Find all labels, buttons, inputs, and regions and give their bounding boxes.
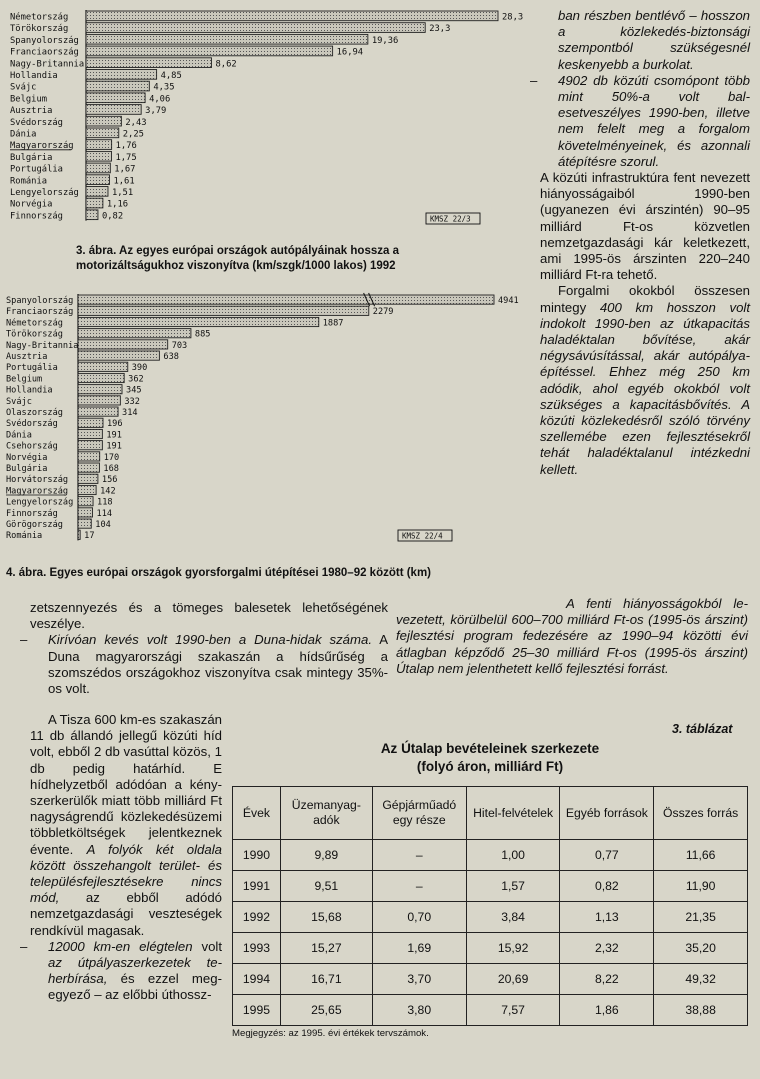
value-label: 23,3 bbox=[429, 24, 451, 35]
bar bbox=[78, 508, 93, 517]
table-cell: 21,35 bbox=[654, 902, 748, 933]
left-p1: zetszennyezés és a tömeges balesetek lehetőségének veszélye. bbox=[30, 600, 388, 632]
category-label: Spanyolország bbox=[10, 35, 79, 46]
category-label: Ausztria bbox=[6, 352, 48, 362]
bar bbox=[78, 351, 159, 360]
value-label: 142 bbox=[100, 486, 116, 497]
table-header: Hitel-felvételek bbox=[466, 787, 560, 840]
chart-code-box bbox=[426, 213, 480, 224]
left-column-top bbox=[20, 600, 388, 697]
bar bbox=[86, 140, 112, 150]
table-row bbox=[233, 933, 748, 964]
table-cell: 1,00 bbox=[466, 840, 560, 871]
category-label: Norvégia bbox=[10, 199, 53, 210]
chart-4 bbox=[0, 288, 530, 550]
value-label: 191 bbox=[106, 441, 122, 452]
category-label: Norvégia bbox=[6, 452, 48, 463]
right-p4 bbox=[540, 283, 750, 477]
table-cell: 1,86 bbox=[560, 995, 654, 1026]
table-cell: 1994 bbox=[233, 964, 281, 995]
table-cell: 1993 bbox=[233, 933, 281, 964]
category-label: Románia bbox=[10, 176, 48, 187]
category-label: Horvátország bbox=[6, 475, 69, 486]
value-label: 1,67 bbox=[114, 164, 136, 175]
bar bbox=[86, 151, 111, 161]
bar bbox=[86, 58, 211, 68]
category-label: Svédország bbox=[10, 117, 63, 128]
category-label: Görögország bbox=[6, 520, 63, 530]
value-label: 1,61 bbox=[113, 176, 135, 187]
table-cell: 49,32 bbox=[654, 964, 748, 995]
table-header: Évek bbox=[233, 787, 281, 840]
category-label: Ausztria bbox=[10, 106, 53, 117]
table-cell: – bbox=[372, 871, 466, 902]
category-label: Portugália bbox=[10, 164, 63, 175]
figure-4-caption: 4. ábra. Egyes európai országok gyorsforgalmi útépítései 1980–92 között (km) bbox=[6, 567, 432, 579]
left-p3 bbox=[30, 712, 222, 939]
category-label: Portugália bbox=[6, 363, 58, 374]
value-label: 703 bbox=[171, 340, 188, 351]
bar bbox=[78, 441, 102, 450]
chart-code: KMSZ 22/4 bbox=[402, 531, 443, 541]
table-cell: 1,69 bbox=[372, 933, 466, 964]
table-row bbox=[233, 871, 748, 902]
table-body bbox=[233, 840, 748, 1026]
table-row bbox=[233, 902, 748, 933]
value-label: 114 bbox=[96, 508, 113, 519]
table-title-line2: (folyó áron, milliárd Ft) bbox=[416, 759, 564, 774]
value-label: 4,85 bbox=[160, 71, 182, 81]
value-label: 345 bbox=[126, 385, 142, 396]
bar bbox=[86, 81, 149, 91]
table-cell: 38,88 bbox=[654, 995, 748, 1026]
category-label: Lengyelország bbox=[6, 497, 74, 508]
value-label: 1,76 bbox=[115, 141, 137, 152]
table-cell: 1990 bbox=[233, 840, 281, 871]
value-label: 168 bbox=[103, 464, 119, 474]
right-p2-text: 4902 db közúti csomópont több mint 50%-a volt balesetveszélyes 1990-ben, illetve nem felelt meg a forgalom követelményeinek, és azonnali átépítésre szorul. bbox=[558, 72, 750, 169]
bar bbox=[78, 362, 128, 371]
right-p3: A közúti infrastruktúra fent nevezett hiányosságaiból 1990-ben (ugyanezen évi árszintén) 90–95 milliárd Ft-os közvetlen nemzetgazdasági kár keletkezett, ami 1995-ös árszinten 220–240 milliárd Ft-ra tehető. bbox=[540, 170, 750, 283]
right-p2 bbox=[530, 72, 750, 170]
category-label: Franciaország bbox=[6, 307, 74, 318]
table-cell: 16,71 bbox=[280, 964, 372, 995]
left-p4 bbox=[20, 938, 223, 1004]
right-p5: A fenti hiányosságokból levezetett, körülbelül 600–700 milliárd Ft-os (1995-ös árszint) fejlesztési program fedezésére az 1990–94 közötti évi átlagban képződő 25–30 milliárd Ft-os (1995-ös árszint) Útalap nem jelenthetett kellő fejlesztési forrást. bbox=[396, 596, 748, 676]
bar bbox=[78, 519, 91, 528]
bar bbox=[78, 418, 103, 427]
left-p3-a: A Tisza 600 km-es szakaszán 11 db állandó jellegű közúti híd volt, ebből 2 db vasúttal közös, 1 db pedig határhíd. E hídhelyzetből adódóan a kényszerkerülők miatt több milliárd Ft nagyságrendű közlekedésüzemi többletköltségek jelentkeznek évente. bbox=[30, 712, 222, 857]
left-p4-b: volt bbox=[192, 938, 223, 954]
table-cell: 7,57 bbox=[466, 995, 560, 1026]
bar bbox=[86, 34, 368, 44]
category-label: Bulgária bbox=[10, 152, 53, 163]
bar bbox=[78, 429, 102, 438]
chart-3 bbox=[0, 0, 530, 232]
left-p4-c: az útpályaszerkezetek teherbírása, bbox=[48, 955, 222, 987]
bar bbox=[78, 407, 118, 416]
right-column bbox=[530, 8, 750, 478]
bar bbox=[86, 116, 121, 126]
bar bbox=[86, 93, 145, 103]
figure-3-caption-line2: motorizáltságukhoz viszonyítva (km/szgk/1000 lakos) 1992 bbox=[76, 260, 396, 272]
table-cell: 15,68 bbox=[280, 902, 372, 933]
value-label: 1,16 bbox=[106, 199, 129, 210]
category-label: Lengyelország bbox=[10, 188, 79, 198]
table-cell: 15,27 bbox=[280, 933, 372, 964]
bar bbox=[86, 11, 498, 21]
table-cell: 20,69 bbox=[466, 964, 560, 995]
bar bbox=[78, 396, 120, 405]
bar bbox=[86, 23, 425, 33]
table-label: 3. táblázat bbox=[672, 722, 733, 736]
utalap-table bbox=[232, 786, 748, 1026]
value-label: 2,25 bbox=[122, 129, 144, 140]
bar bbox=[78, 340, 168, 349]
value-label: 362 bbox=[128, 374, 144, 385]
table-cell: 1992 bbox=[233, 902, 281, 933]
category-label: Törökország bbox=[10, 24, 69, 35]
table-cell: 0,77 bbox=[560, 840, 654, 871]
value-label: 638 bbox=[163, 352, 179, 362]
bar bbox=[78, 306, 369, 315]
value-label: 885 bbox=[194, 329, 211, 340]
left-p4-d: és ezzel megegyező – az előbbi úthossz- bbox=[48, 971, 222, 1003]
dash: – bbox=[530, 72, 538, 88]
table-title bbox=[232, 740, 748, 776]
table-cell: 9,89 bbox=[280, 840, 372, 871]
table-cell: 9,51 bbox=[280, 871, 372, 902]
table-cell: 1,57 bbox=[466, 871, 560, 902]
bar bbox=[78, 317, 319, 326]
value-label: 0,82 bbox=[101, 211, 124, 222]
category-label: Belgium bbox=[10, 94, 48, 105]
chart-code-box bbox=[398, 530, 452, 541]
chart-3-svg bbox=[0, 0, 530, 232]
bar bbox=[86, 198, 103, 208]
table-wrap bbox=[232, 786, 748, 1026]
chart-4-svg bbox=[0, 288, 530, 550]
left-p3-c: az ebből adódó nemzetgazdasági veszteségek rendkívül magasak. bbox=[30, 890, 222, 938]
table-cell: 3,70 bbox=[372, 964, 466, 995]
value-label: 8,62 bbox=[215, 59, 237, 70]
left-p4-a: 12000 km-en elégtelen bbox=[48, 938, 193, 954]
table-title-line1: Az Útalap bevételeinek szerkezete bbox=[380, 741, 600, 756]
bar bbox=[78, 295, 494, 304]
category-label: Belgium bbox=[6, 374, 43, 385]
right-p1 bbox=[540, 8, 750, 73]
left-p2-a: Kirívóan kevés volt 1990-ben a Duna-hidak száma. bbox=[48, 632, 372, 648]
table-header: Gépjárműadó egy része bbox=[372, 787, 466, 840]
bar bbox=[78, 497, 93, 506]
table-cell: 3,80 bbox=[372, 995, 466, 1026]
value-label: 19,36 bbox=[371, 35, 399, 46]
table-header: Üzemanyag-adók bbox=[280, 787, 372, 840]
table-cell: 35,20 bbox=[654, 933, 748, 964]
table-cell: 1991 bbox=[233, 871, 281, 902]
value-label: 2,43 bbox=[125, 117, 147, 128]
left-p2 bbox=[20, 632, 388, 697]
table-cell: 25,65 bbox=[280, 995, 372, 1026]
bar bbox=[86, 46, 333, 56]
dash: – bbox=[20, 632, 28, 648]
table-header: Egyéb források bbox=[560, 787, 654, 840]
right-p4-b: 400 km hosszon volt indokolt 1990-ben az útkapacitás haladéktalan bővítése, akár négysávúsítással, akár autópálya-építéssel. Ehhez még 250 km adódik, ahol egyéb okokból volt szükséges a kapacitásbővítés. A közúti közlekedésről szóló törvény szellemébe ezen fejlesztésekről tehát haladéktalanul intézkedni kellett. bbox=[540, 299, 750, 477]
value-label: 16,94 bbox=[336, 47, 364, 58]
table-row bbox=[233, 995, 748, 1026]
category-label: Hollandia bbox=[6, 385, 53, 396]
category-label: Svédország bbox=[6, 419, 58, 430]
category-label: Törökország bbox=[6, 329, 63, 340]
category-label: Nagy-Britannia bbox=[10, 59, 85, 70]
category-label: Finnország bbox=[10, 211, 63, 222]
value-label: 4,35 bbox=[153, 82, 175, 93]
value-label: 4,06 bbox=[149, 94, 171, 105]
category-label: Csehország bbox=[6, 441, 58, 452]
value-label: 314 bbox=[122, 408, 138, 418]
category-label: Franciaország bbox=[10, 47, 79, 58]
table-header: Összes forrás bbox=[654, 787, 748, 840]
bar bbox=[78, 463, 99, 472]
category-label: Bulgária bbox=[6, 464, 48, 474]
dash: – bbox=[20, 938, 28, 954]
left-column-bottom bbox=[20, 712, 223, 1004]
value-label: 4941 bbox=[498, 296, 519, 306]
chart-code: KMSZ 22/3 bbox=[430, 214, 471, 224]
table-header-row bbox=[233, 787, 748, 840]
table-cell: 0,82 bbox=[560, 871, 654, 902]
right-p4-a: Forgalmi okokból összesen mintegy bbox=[540, 283, 750, 315]
table-row bbox=[233, 964, 748, 995]
figure-3-caption-line1: 3. ábra. Az egyes európai országok autópályáinak hossza a bbox=[76, 245, 399, 257]
value-label: 17 bbox=[84, 531, 95, 542]
category-label: Nagy-Britannia bbox=[6, 340, 79, 351]
table-row bbox=[233, 840, 748, 871]
category-label: Olaszország bbox=[6, 408, 63, 418]
value-label: 170 bbox=[103, 452, 120, 463]
bar bbox=[86, 128, 119, 138]
bar bbox=[78, 373, 124, 382]
bar bbox=[78, 329, 191, 338]
bar bbox=[86, 163, 110, 173]
value-label: 196 bbox=[107, 419, 123, 430]
value-label: 390 bbox=[131, 363, 148, 374]
bar bbox=[78, 530, 80, 539]
category-label: Svájc bbox=[6, 396, 32, 407]
table-cell: 11,66 bbox=[654, 840, 748, 871]
right-p1-text: ban részben bentlévő – hosszon a közlekedés-biztonsági szempontból szükségesnél keskenyebb a burkolat. bbox=[558, 8, 750, 72]
category-label: Németország bbox=[10, 12, 69, 23]
bar bbox=[78, 385, 122, 394]
value-label: 156 bbox=[101, 475, 118, 486]
table-cell: 0,70 bbox=[372, 902, 466, 933]
table-note: Megjegyzés: az 1995. évi értékek tervszámok. bbox=[232, 1028, 429, 1039]
value-label: 104 bbox=[95, 520, 111, 530]
category-label: Svájc bbox=[10, 82, 37, 93]
category-label: Magyarország bbox=[6, 486, 69, 497]
value-label: 191 bbox=[106, 430, 122, 441]
category-label: Románia bbox=[6, 531, 43, 542]
category-label: Hollandia bbox=[10, 71, 58, 81]
bar bbox=[86, 187, 108, 197]
category-label: Finnország bbox=[6, 508, 58, 519]
value-label: 3,79 bbox=[145, 106, 167, 117]
table-cell: – bbox=[372, 840, 466, 871]
value-label: 332 bbox=[124, 396, 140, 407]
table-cell: 8,22 bbox=[560, 964, 654, 995]
table-cell: 1995 bbox=[233, 995, 281, 1026]
table-cell: 3,84 bbox=[466, 902, 560, 933]
figure-3-caption bbox=[76, 244, 496, 274]
value-label: 28,3 bbox=[502, 12, 524, 23]
bar bbox=[78, 452, 100, 461]
bar bbox=[86, 210, 98, 220]
left-p2-b: A Duna magyarországi szakaszán a hídsűrűség a szomszédos országokhoz viszonyítva csak mintegy 35%-os volt. bbox=[48, 632, 388, 697]
table-cell: 1,13 bbox=[560, 902, 654, 933]
bar bbox=[86, 105, 141, 115]
category-label: Dánia bbox=[10, 129, 37, 140]
bar bbox=[78, 485, 96, 494]
bar bbox=[86, 175, 109, 185]
value-label: 1,51 bbox=[111, 188, 134, 198]
category-label: Magyarország bbox=[10, 141, 74, 152]
category-label: Németország bbox=[6, 318, 63, 329]
table-cell: 2,32 bbox=[560, 933, 654, 964]
table-cell: 15,92 bbox=[466, 933, 560, 964]
value-label: 118 bbox=[97, 497, 113, 508]
value-label: 1,75 bbox=[115, 152, 137, 163]
table-cell: 11,90 bbox=[654, 871, 748, 902]
bar bbox=[86, 70, 157, 80]
value-label: 2279 bbox=[372, 307, 394, 318]
left-p3-b: A folyók két oldala között összehangolt terület- és településfejlesztésekre nincs mód, bbox=[30, 841, 222, 906]
value-label: 1887 bbox=[322, 318, 344, 329]
category-label: Dánia bbox=[6, 430, 32, 441]
bar bbox=[78, 474, 98, 483]
category-label: Spanyolország bbox=[6, 296, 74, 306]
